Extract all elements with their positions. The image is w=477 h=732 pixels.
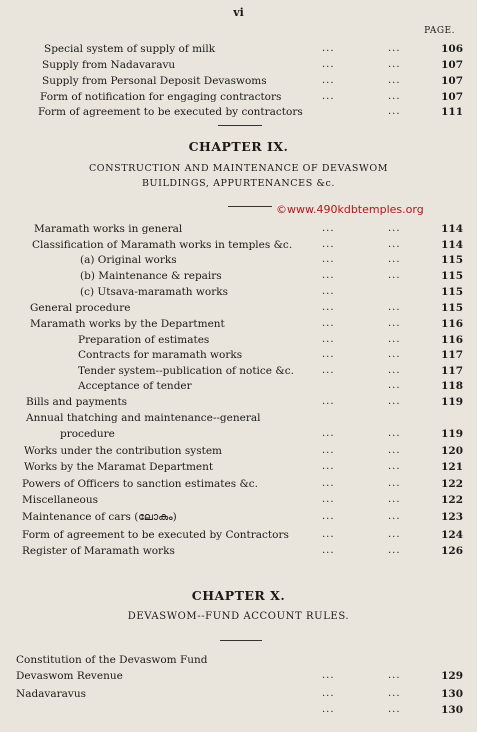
toc-entry-page: 118: [441, 380, 463, 392]
toc-entry-page: 122: [441, 494, 463, 506]
page-number: vi: [233, 6, 244, 19]
leader-dots: ...: [388, 270, 401, 281]
leader-dots: ...: [388, 75, 401, 86]
toc-entry-title: Form of notification for engaging contractors: [40, 91, 282, 103]
chapter-ix-subtitle-line1: CONSTRUCTION AND MAINTENANCE OF DEVASWOM: [88, 163, 389, 174]
leader-dots: ...: [388, 494, 401, 505]
leader-dots: ...: [322, 270, 335, 281]
toc-entry-title: Works under the contribution system: [24, 445, 223, 457]
toc-entry: [0, 363, 477, 379]
toc-entry: [0, 284, 477, 300]
toc-entry-page: 114: [441, 239, 463, 251]
leader-dots: ...: [322, 334, 335, 345]
leader-dots: ...: [322, 75, 335, 86]
toc-entry-title: (c) Utsava-maramath works: [80, 286, 228, 298]
leader-dots: ...: [322, 461, 335, 472]
leader-dots: ...: [388, 302, 401, 313]
leader-dots: ...: [388, 91, 401, 102]
toc-entry-page: 126: [441, 545, 463, 557]
page-column-header: PAGE.: [424, 26, 455, 36]
toc-entry: [0, 300, 477, 316]
toc-entry-title: Form of agreement to be executed by Contractors: [22, 529, 289, 541]
leader-dots: ...: [388, 478, 401, 489]
chapter-x-subtitle: DEVASWOM--FUND ACCOUNT RULES.: [127, 611, 350, 622]
toc-entry-title: Preparation of estimates: [78, 334, 210, 346]
divider: [228, 206, 272, 207]
toc-entry: [0, 378, 477, 394]
toc-entry-title: Nadavaravus: [16, 688, 86, 700]
toc-entry-page: 107: [441, 59, 463, 71]
leader-dots: ...: [388, 428, 401, 439]
toc-entry-title: Register of Maramath works: [22, 545, 175, 557]
leader-dots: ...: [322, 302, 335, 313]
leader-dots: ...: [322, 529, 335, 540]
toc-entry: [0, 41, 477, 57]
toc-entry: [0, 73, 477, 89]
leader-dots: ...: [388, 511, 401, 522]
leader-dots: ...: [322, 704, 335, 715]
toc-entry-title: Maramath works in general: [34, 223, 183, 235]
toc-entry: [0, 237, 477, 253]
toc-entry: [0, 652, 477, 668]
leader-dots: ...: [388, 445, 401, 456]
toc-entry-page: 122: [441, 478, 463, 490]
toc-entry-page: 116: [441, 334, 463, 346]
toc-entry-page: 115: [441, 302, 463, 314]
toc-entry-page: 116: [441, 318, 463, 330]
leader-dots: ...: [322, 494, 335, 505]
leader-dots: ...: [322, 91, 335, 102]
leader-dots: ...: [322, 318, 335, 329]
leader-dots: ...: [388, 106, 401, 117]
toc-entry-title: procedure: [60, 428, 115, 440]
leader-dots: ...: [388, 688, 401, 699]
chapter-ix-title: CHAPTER IX.: [188, 139, 289, 154]
leader-dots: ...: [388, 365, 401, 376]
leader-dots: ...: [388, 704, 401, 715]
leader-dots: ...: [388, 670, 401, 681]
toc-entry: [0, 476, 477, 492]
toc-entry: [0, 332, 477, 348]
chapter-ix-subtitle-line2: BUILDINGS, APPURTENANCES &c.: [141, 178, 336, 189]
toc-entry: [0, 89, 477, 105]
leader-dots: ...: [322, 254, 335, 265]
leader-dots: ...: [322, 688, 335, 699]
toc-entry-title: Maramath works by the Department: [30, 318, 225, 330]
toc-entry: [0, 104, 477, 120]
toc-entry: [0, 410, 477, 426]
toc-entry: [0, 459, 477, 475]
leader-dots: ...: [322, 286, 335, 297]
toc-entry-page: 107: [441, 75, 463, 87]
leader-dots: ...: [388, 334, 401, 345]
toc-entry-title: Miscellaneous: [22, 494, 99, 506]
leader-dots: ...: [388, 43, 401, 54]
toc-entry: [0, 221, 477, 237]
toc-entry-page: 111: [441, 106, 463, 118]
leader-dots: ...: [322, 670, 335, 681]
toc-entry-page: 129: [441, 670, 463, 682]
toc-entry-page: 124: [441, 529, 463, 541]
toc-entry-title: Supply from Nadavaravu: [42, 59, 176, 71]
leader-dots: ...: [388, 380, 401, 391]
toc-entry-title: Acceptance of tender: [78, 380, 192, 392]
toc-entry-page: 123: [441, 511, 463, 523]
leader-dots: ...: [322, 239, 335, 250]
leader-dots: ...: [388, 545, 401, 556]
toc-entry-title: Bills and payments: [26, 396, 128, 408]
divider: [220, 640, 262, 641]
toc-entry: [0, 702, 477, 718]
toc-entry: [0, 347, 477, 363]
divider: [218, 125, 262, 126]
toc-entry: [0, 268, 477, 284]
toc-entry-page: 121: [441, 461, 463, 473]
toc-entry-title: Maintenance of cars (ലോകം): [22, 511, 177, 523]
toc-entry-page: 114: [441, 223, 463, 235]
toc-entry-title: General procedure: [30, 302, 131, 314]
chapter-x-title: CHAPTER X.: [191, 588, 286, 603]
leader-dots: ...: [322, 445, 335, 456]
toc-entry-title: Devaswom Revenue: [16, 670, 123, 682]
leader-dots: ...: [388, 254, 401, 265]
leader-dots: ...: [388, 239, 401, 250]
toc-entry-title: Annual thatching and maintenance--general: [26, 412, 261, 424]
toc-entry: [0, 394, 477, 410]
leader-dots: ...: [322, 349, 335, 360]
leader-dots: ...: [322, 223, 335, 234]
toc-entry-page: 120: [441, 445, 463, 457]
toc-entry: [0, 509, 477, 525]
toc-entry: [0, 316, 477, 332]
leader-dots: ...: [322, 545, 335, 556]
toc-entry-title: Contracts for maramath works: [78, 349, 243, 361]
toc-entry-page: 106: [441, 43, 463, 55]
toc-entry: [0, 426, 477, 442]
leader-dots: ...: [322, 428, 335, 439]
leader-dots: ...: [322, 511, 335, 522]
toc-entry: [0, 543, 477, 559]
leader-dots: ...: [322, 478, 335, 489]
leader-dots: ...: [388, 318, 401, 329]
leader-dots: ...: [388, 223, 401, 234]
toc-entry-title: Tender system--publication of notice &c.: [78, 365, 294, 377]
toc-entry-page: 130: [441, 688, 463, 700]
leader-dots: ...: [388, 396, 401, 407]
toc-entry: [0, 527, 477, 543]
watermark: ©www.490kdbtemples.org: [276, 203, 424, 216]
toc-entry-page: 117: [441, 365, 463, 377]
toc-entry: [0, 686, 477, 702]
leader-dots: ...: [322, 365, 335, 376]
toc-entry-page: 115: [441, 286, 463, 298]
toc-entry-title: Constitution of the Devaswom Fund: [16, 654, 208, 666]
toc-entry: [0, 492, 477, 508]
toc-entry-page: 119: [441, 428, 463, 440]
leader-dots: ...: [322, 43, 335, 54]
toc-entry-title: (a) Original works: [80, 254, 177, 266]
leader-dots: ...: [388, 59, 401, 70]
toc-entry: [0, 668, 477, 684]
toc-entry-page: 130: [441, 704, 463, 716]
toc-entry-page: 115: [441, 254, 463, 266]
toc-entry-page: 107: [441, 91, 463, 103]
leader-dots: ...: [322, 59, 335, 70]
toc-entry: [0, 252, 477, 268]
leader-dots: ...: [388, 529, 401, 540]
leader-dots: ...: [388, 461, 401, 472]
toc-entry-page: 117: [441, 349, 463, 361]
toc-entry: [0, 57, 477, 73]
toc-entry-title: Special system of supply of milk: [44, 43, 216, 55]
toc-entry-title: Powers of Officers to sanction estimates &c.: [22, 478, 259, 490]
toc-entry: [0, 443, 477, 459]
toc-entry-title: Works by the Maramat Department: [24, 461, 214, 473]
toc-entry-page: 119: [441, 396, 463, 408]
toc-entry-title: (b) Maintenance & repairs: [80, 270, 222, 282]
toc-entry-title: Supply from Personal Deposit Devaswoms: [42, 75, 267, 87]
leader-dots: ...: [322, 396, 335, 407]
toc-entry-title: Form of agreement to be executed by contractors: [38, 106, 303, 118]
toc-entry-title: Classification of Maramath works in temples &c.: [32, 239, 293, 251]
leader-dots: ...: [388, 349, 401, 360]
toc-entry-page: 115: [441, 270, 463, 282]
